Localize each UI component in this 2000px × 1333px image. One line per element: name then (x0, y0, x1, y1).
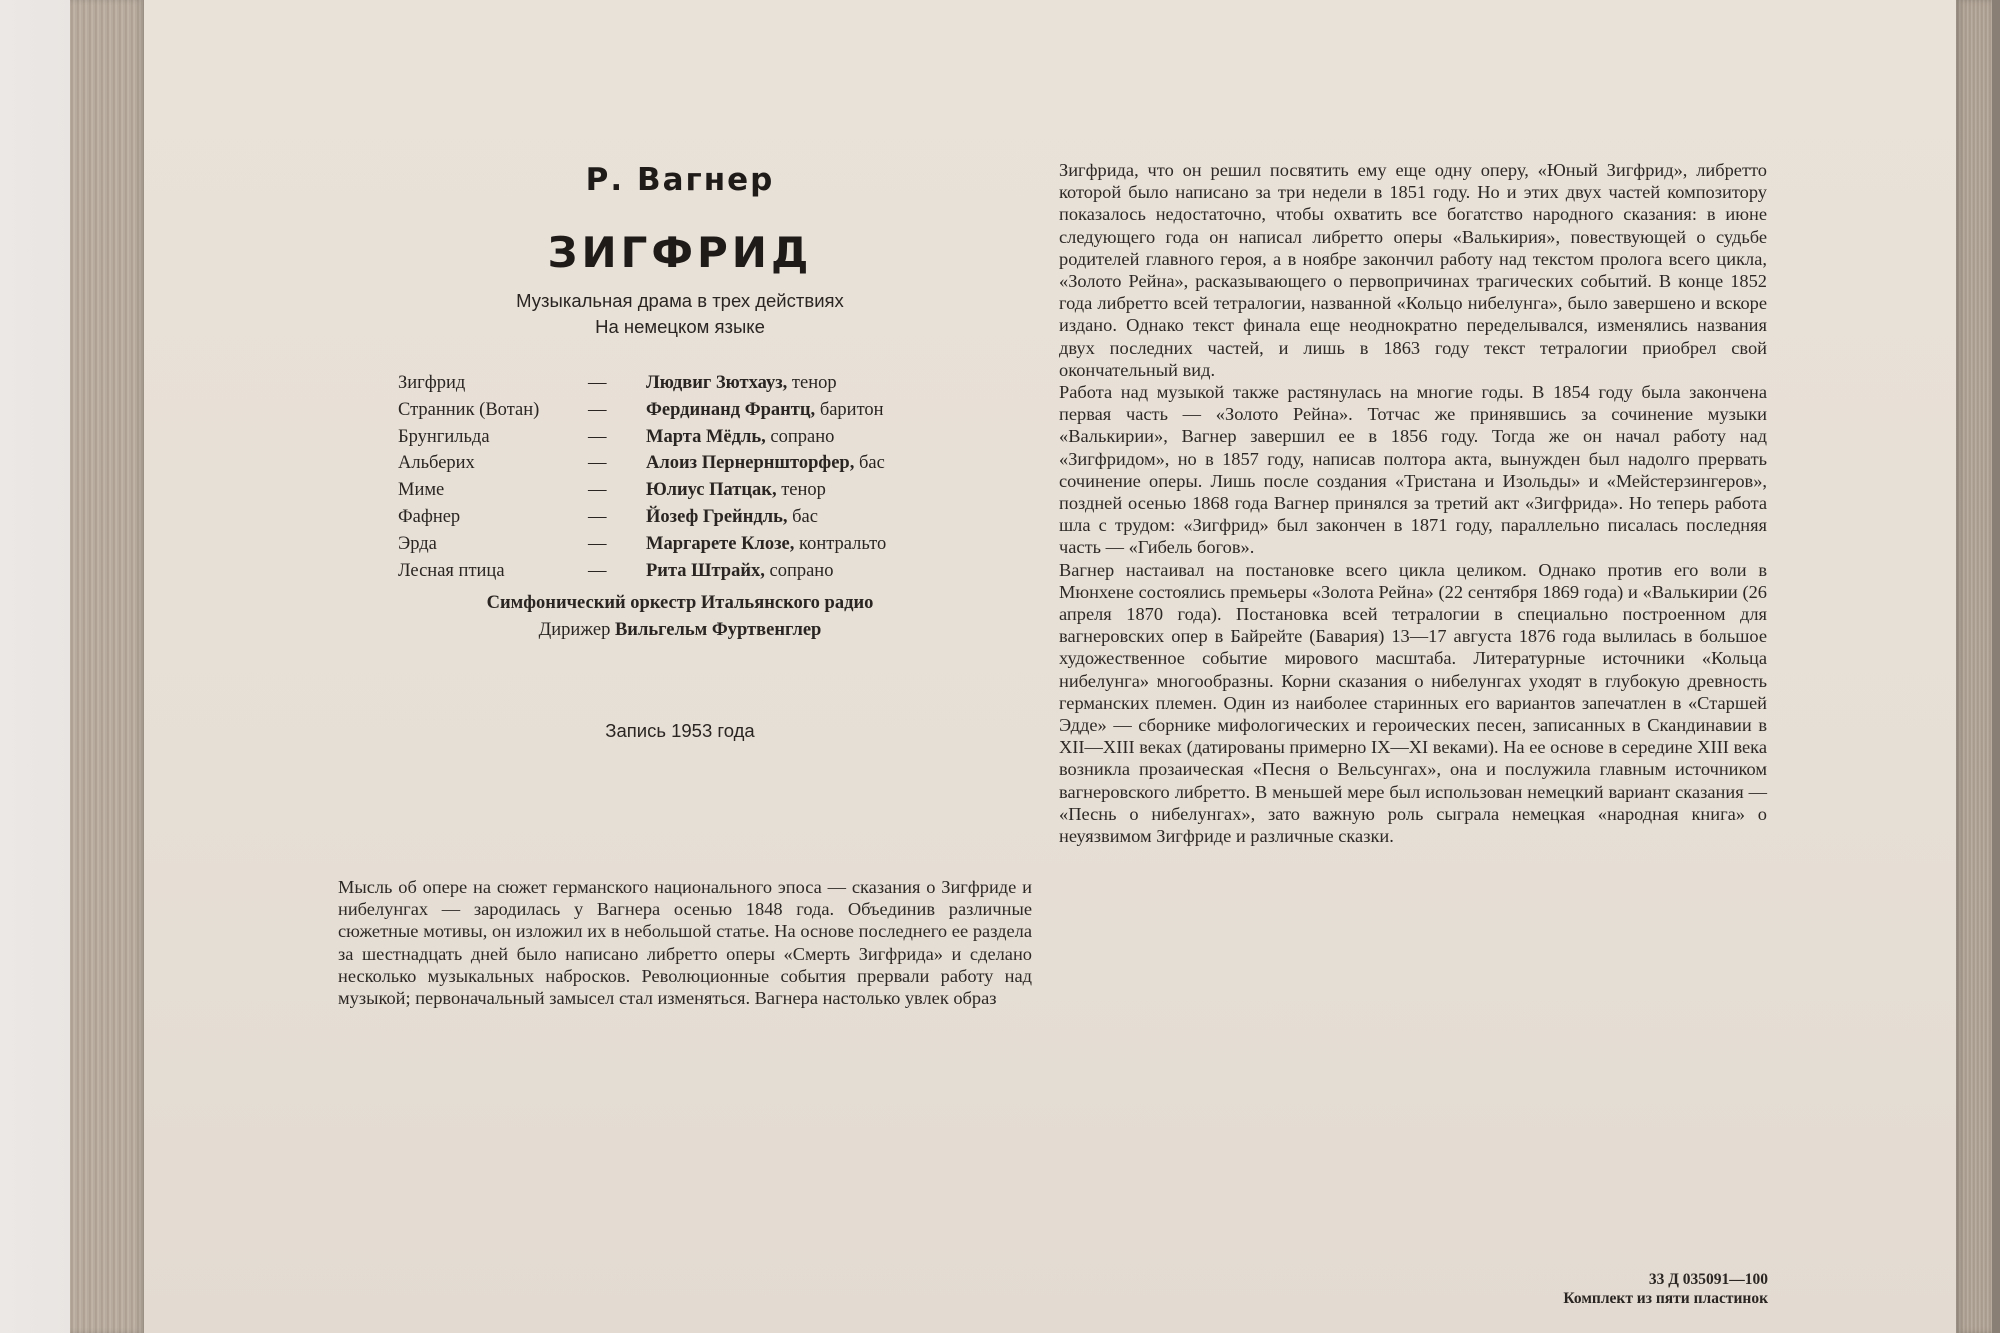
history-text-right-column (1059, 159, 1767, 847)
composer-name: Р. Вагнер (585, 162, 775, 198)
orchestra-name: Симфонический оркестр Итальянского радио (486, 593, 874, 613)
catalog-number: 33 Д 035091—100 (1648, 1271, 1768, 1288)
cast-singer (646, 504, 818, 531)
voice-type: тенор (791, 373, 837, 393)
cast-singer (646, 424, 834, 451)
cast-role: Странник (Вотан) (398, 399, 540, 420)
orchestra-credits (380, 590, 980, 644)
cast-dash: — (588, 399, 607, 420)
cast-dash: — (588, 533, 607, 554)
cast-role: Эрда (398, 533, 437, 554)
singer-name: Рита Штрайх, (646, 560, 765, 581)
voice-type: бас (792, 506, 818, 527)
subtitle-language: На немецком языке (595, 316, 765, 337)
cast-row (398, 504, 998, 531)
background-edge-right (1992, 0, 2000, 1333)
singer-name: Людвиг Зютхауз, (646, 373, 788, 393)
cast-role: Брунгильда (398, 426, 490, 447)
album-spine-right (1956, 0, 1992, 1333)
voice-type: контральто (799, 533, 887, 554)
singer-name: Йозеф Грейндль, (646, 506, 788, 527)
cast-dash: — (588, 426, 607, 447)
opera-subtitle (430, 288, 930, 340)
cast-singer (646, 450, 885, 477)
cast-row (398, 450, 998, 477)
singer-name: Юлиус Патцак, (646, 480, 777, 501)
cast-row (398, 370, 998, 397)
history-paragraph: Вагнер настаивал на постановке всего цикла целиком. Однако против его воли в Мюнхене состоялись премьеры «Золота Рейна» (22 сентября 1869 года) и «Валькирии (26 апреля 1870 года). Постановка всей тетралогии в специально построенном для вагнеровских опер в Байрейте (Бавария) 13—17 августа 1876 года вылилась в большое художественное событие мирового масштаба. Литературные источники «Кольца нибелунга» многообразны. Корни сказания о нибелунгах уходят в глубокую древность германских племен. Один из наиболее старинных его вариантов запечатлен в «Старшей Эдде» — сборнике мифологических и героических песен, записанных в Скандинавии в XII—XIII веках (датированы примерно IX—XI веками). На ее основе в середине XIII века возникла прозаическая «Песня о Вельсунгах», она и послужила главным источником вагнеровского либретто. В меньшей мере был использован немецкий вариант сказания — «Песнь о нибелунгах», зато важную роль сыграла немецкая «народная книга» о неуязвимом Зигфриде и различные сказки. (1059, 559, 1767, 847)
history-paragraph: Зигфрида, что он решил посвятить ему еще одну оперу, «Юный Зигфрид», либретто которой было написано за три недели в 1851 году. Но и этих двух частей композитору показалось недостаточно, чтобы охватить все богатство народного сказания: в июне следующего года он написал либретто оперы «Валькирия», повествующей о судьбе родителей главного героя, а в ноябре закончил работу над текстом пролога всего цикла, «Золото Рейна», расказывающего о первопричинах трагических событий. В конце 1852 года либретто всей тетралогии, названной «Кольцо нибелунга», было завершено и вскоре издано. Однако текст финала еще неоднократно переделывался, изменялись названия двух последних частей, и лишь в 1863 году текст тетралогии приобрел свой окончательный вид. (1059, 160, 1767, 380)
cast-role: Альберих (398, 453, 475, 474)
cast-row (398, 397, 998, 424)
history-paragraph: Мысль об опере на сюжет германского национального эпоса — сказания о Зигфриде и нибелунгах — зародилась у Вагнера осенью 1848 года. Объединив различные сюжетные мотивы, он изложил их в небольшой статье. На основе последнего ее раздела за шестнадцать дней было написано либретто оперы «Смерть Зигфрида» и сделано несколько музыкальных набросков. Революционные события прервали работу над музыкой; первоначальный замысел стал изменяться. Вагнера настолько увлек образ (338, 877, 1032, 1009)
cast-row (398, 477, 998, 504)
cast-dash: — (588, 480, 607, 501)
cast-dash: — (588, 373, 607, 393)
voice-type: бас (858, 453, 885, 474)
cast-singer (646, 558, 833, 585)
cast-row (398, 558, 998, 585)
cast-role: Фафнер (398, 506, 461, 527)
cast-singer (646, 397, 884, 424)
history-paragraph: Работа над музыкой также растянулась на многие годы. В 1854 году была закончена первая часть — «Золото Рейна». Тотчас же принявшись за сочинение музыки «Валькирии», Вагнер завершил ее в 1856 году. Тогда же он начал работу над «Зигфридом», но в 1857 году, написав полтора акта, вынужден был надолго прервать сочинение оперы. Лишь после создания «Тристана и Изольды» и «Мейстерзингеров», поздней осенью 1868 года Вагнер принялся за третий акт «Зигфрида». Но теперь работа шла с трудом: «Зигфрид» был закончен в 1871 году, параллельно писалась последняя часть — «Гибель богов». (1059, 382, 1767, 558)
cast-row (398, 531, 998, 558)
history-text-left-column (338, 876, 1032, 1009)
subtitle-genre: Музыкальная драма в трех действиях (516, 290, 844, 311)
cast-dash: — (588, 560, 607, 581)
cast-list (398, 370, 998, 584)
album-spine-left (70, 0, 144, 1333)
cast-singer (646, 370, 837, 397)
cast-singer (646, 531, 886, 558)
voice-type: тенор (781, 480, 826, 501)
cast-singer (646, 477, 826, 504)
singer-name: Алоиз Пернерншторфер, (646, 453, 855, 474)
cast-role: Зигфрид (398, 373, 466, 393)
catalog-set-description: Комплект из пяти пластинок (1563, 1290, 1768, 1307)
cast-row (398, 424, 998, 451)
singer-name: Марта Мёдль, (646, 426, 766, 447)
singer-name: Маргарете Клозе, (646, 533, 795, 554)
singer-name: Фердинанд Франтц, (646, 399, 816, 420)
cast-dash: — (588, 453, 607, 474)
catalog-info (1400, 1270, 1768, 1308)
cast-dash: — (588, 506, 607, 527)
cast-role: Миме (398, 480, 445, 501)
background-edge-left (0, 0, 70, 1333)
voice-type: сопрано (769, 560, 834, 581)
opera-title: ЗИГФРИД (547, 228, 813, 277)
voice-type: сопрано (770, 426, 835, 447)
cast-role: Лесная птица (398, 560, 505, 581)
conductor-name: Вильгельм Фуртвенглер (614, 620, 822, 640)
conductor-label: Дирижер (538, 620, 611, 640)
voice-type: баритон (819, 399, 884, 420)
recording-year: Запись 1953 года (605, 720, 755, 741)
